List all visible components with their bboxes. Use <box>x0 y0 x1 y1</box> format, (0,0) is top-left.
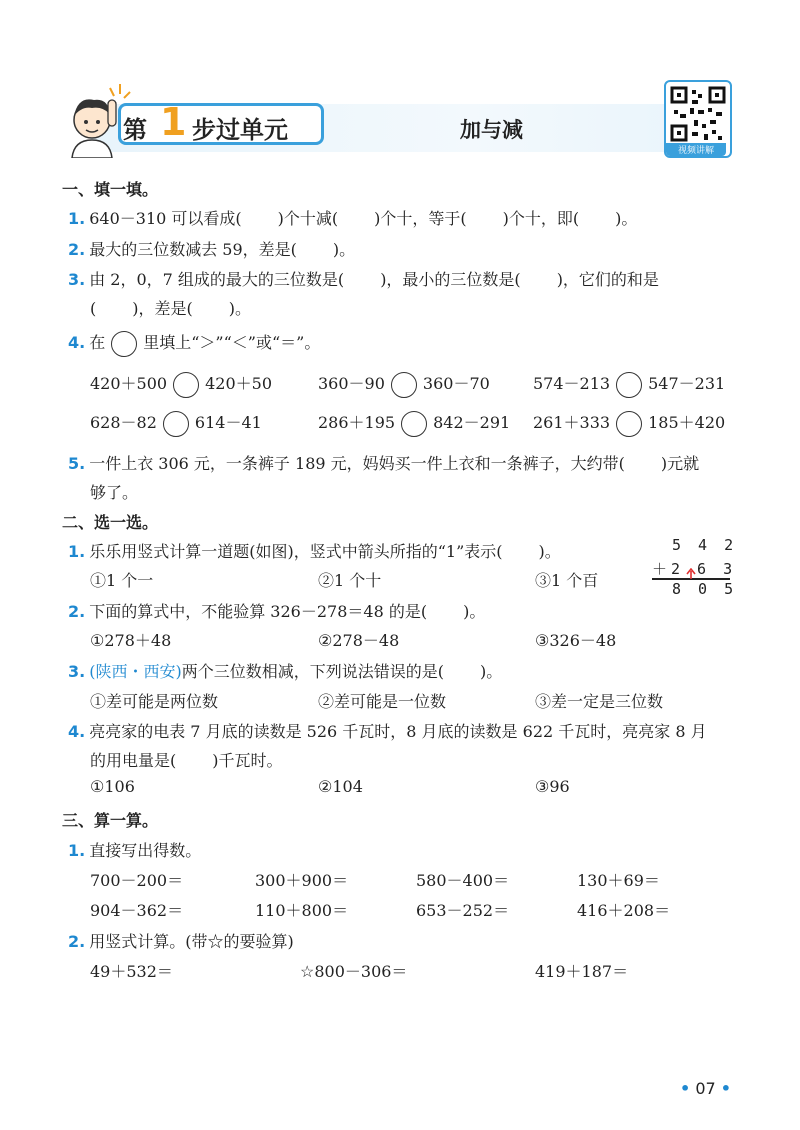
calc-item: 130＋69＝ <box>577 871 660 890</box>
s1-q5-cont: 够了。 <box>90 483 139 502</box>
calc-item: 419＋187＝ <box>535 962 629 981</box>
compare-circle <box>111 331 137 357</box>
expr-right: 420＋50 <box>205 374 272 393</box>
s1-q5: 5. 一件上衣 306 元，一条裤子 189 元，妈妈买一件上衣和一条裤子，大约带( )元就 <box>68 454 700 473</box>
expr-left: 420＋500 <box>90 374 168 393</box>
region-tag: (陕西・西安) <box>89 662 182 681</box>
comparison-item <box>318 371 490 398</box>
arrow-icon <box>684 568 698 580</box>
comparison-item <box>533 371 725 398</box>
calc-item: 580－400＝ <box>416 871 510 890</box>
badge-number: 1 <box>160 100 187 144</box>
calc-item: 49＋532＝ <box>90 962 173 981</box>
s3-q1: 1. 直接写出得数。 <box>68 841 202 860</box>
s2-q1-option-1[interactable]: ①1 个一 <box>90 571 154 590</box>
page-title: 加与减 <box>460 118 523 142</box>
expr-left: 360－90 <box>318 374 385 393</box>
s2-q2-option-1[interactable]: ①278＋48 <box>90 631 172 650</box>
s2-q3: 3. (陕西・西安)两个三位数相减，下列说法错误的是( )。 <box>68 662 503 681</box>
s2-q2-option-2[interactable]: ②278－48 <box>318 631 400 650</box>
calc-item: 653－252＝ <box>416 901 510 920</box>
expr-left: 628－82 <box>90 413 157 432</box>
section-3-heading: 三、算一算。 <box>62 811 159 830</box>
calc-item: 110＋800＝ <box>255 901 349 920</box>
comparison-item <box>533 410 725 437</box>
s2-q3-option-3[interactable]: ③差一定是三位数 <box>535 692 664 711</box>
badge-right-text: 步过单元 <box>192 116 288 144</box>
s1-q4: 4. 在 里填上“＞”“＜”或“＝”。 <box>68 330 320 357</box>
expr-left: 286＋195 <box>318 413 396 432</box>
comparison-item <box>90 371 272 398</box>
s2-q3-option-1[interactable]: ①差可能是两位数 <box>90 692 219 711</box>
vertical-middle: ＋2 6 3 <box>652 560 737 578</box>
s3-q2: 2. 用竖式计算。(带☆的要验算) <box>68 932 294 951</box>
s1-q3: 3. 由 2，0，7 组成的最大的三位数是( )，最小的三位数是( )，它们的和是 <box>68 270 659 289</box>
s1-q3-cont: ( )，差是( )。 <box>90 299 251 318</box>
expr-right: 360－70 <box>422 374 490 393</box>
expr-left: 261＋333 <box>533 413 611 432</box>
s2-q1-option-3[interactable]: ③1 个百 <box>535 571 599 590</box>
expr-left: 574－213 <box>533 374 611 393</box>
s2-q1: 1. 乐乐用竖式计算一道题(如图)，竖式中箭头所指的“1”表示( )。 <box>68 542 561 561</box>
s1-q2: 2. 最大的三位数减去 59，差是( )。 <box>68 240 356 259</box>
s2-q4: 4. 亮亮家的电表 7 月底的读数是 526 千瓦时，8 月底的读数是 622 千瓦时，亮亮家 8 月 <box>68 722 707 741</box>
s2-q1-option-2[interactable]: ②1 个十 <box>318 571 382 590</box>
answer-circle[interactable] <box>391 372 417 398</box>
qr-caption: 视频讲解 <box>666 143 726 156</box>
vertical-bottom: 8 0 5 <box>672 580 738 598</box>
calc-item: 300＋900＝ <box>255 871 349 890</box>
page-number: • 07 • <box>680 1079 732 1098</box>
s2-q2-option-3[interactable]: ③326－48 <box>535 631 617 650</box>
answer-circle[interactable] <box>401 411 427 437</box>
vertical-top: 5 4 2 <box>672 536 738 554</box>
answer-circle[interactable] <box>616 372 642 398</box>
expr-right: 185＋420 <box>648 413 726 432</box>
s2-q4-option-3[interactable]: ③96 <box>535 777 570 796</box>
expr-right: 842－291 <box>433 413 511 432</box>
s2-q3-option-2[interactable]: ②差可能是一位数 <box>318 692 447 711</box>
expr-right: 614－41 <box>194 413 262 432</box>
comparison-item <box>318 410 510 437</box>
calc-item: 700－200＝ <box>90 871 184 890</box>
expr-right: 547－231 <box>648 374 726 393</box>
section-2-heading: 二、选一选。 <box>62 513 159 532</box>
s2-q4-option-2[interactable]: ②104 <box>318 777 363 796</box>
calc-item: ☆800－306＝ <box>300 962 408 981</box>
s2-q2: 2. 下面的算式中，不能验算 326－278＝48 的是( )。 <box>68 602 486 621</box>
calc-item: 904－362＝ <box>90 901 184 920</box>
comparison-item <box>90 410 262 437</box>
answer-circle[interactable] <box>163 411 189 437</box>
section-1-heading: 一、填一填。 <box>62 180 159 199</box>
badge-left-text: 第 <box>123 116 147 144</box>
s2-q4-cont: 的用电量是( )千瓦时。 <box>90 751 283 770</box>
answer-circle[interactable] <box>616 411 642 437</box>
calc-item: 416＋208＝ <box>577 901 671 920</box>
s2-q4-option-1[interactable]: ①106 <box>90 777 135 796</box>
answer-circle[interactable] <box>173 372 199 398</box>
s1-q1: 1. 640－310 可以看成( )个十减( )个十，等于( )个十，即( )。 <box>68 209 638 228</box>
